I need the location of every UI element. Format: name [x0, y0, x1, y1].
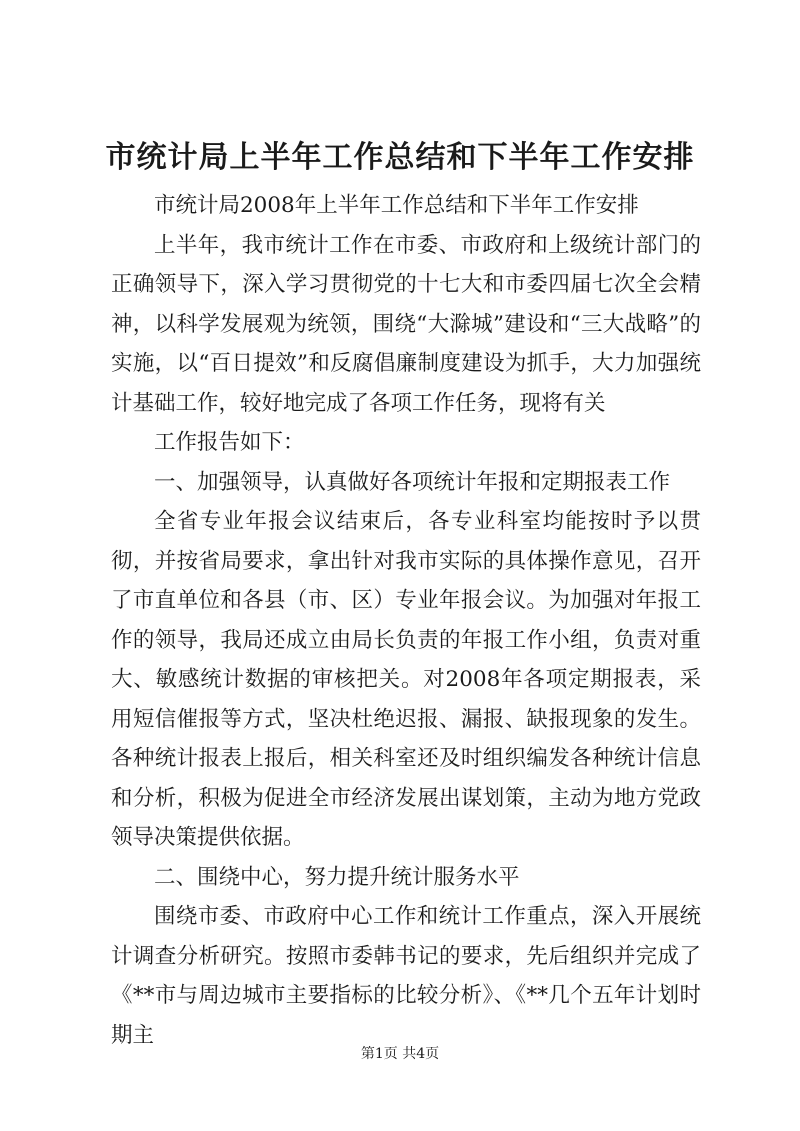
section-heading-1: 一、加强领导，认真做好各项统计年报和定期报表工作 [154, 469, 671, 495]
report-intro-paragraph: 工作报告如下： [154, 430, 305, 455]
subtitle-paragraph: 市统计局2008年上半年工作总结和下半年工作安排 [154, 193, 639, 218]
section-heading-2: 二、围绕中心，努力提升统计服务水平 [154, 864, 520, 890]
document-body [111, 186, 701, 1055]
page-footer: 第1页 共4页 [360, 1046, 440, 1062]
section-2-paragraph: 围绕市委、市政府中心工作和统计工作重点，深入开展统计调查分析研究。按照市委韩书记的要求，先后组织并完成了《**市与周边城市主要指标的比较分析》、《**几个五年计划时期主 [111, 904, 701, 1048]
document-title: 市统计局上半年工作总结和下半年工作安排 [105, 140, 695, 175]
intro-paragraph: 上半年，我市统计工作在市委、市政府和上级统计部门的正确领导下，深入学习贯彻党的十七大和市委四届七次全会精神，以科学发展观为统领，围绕“大滁城”建设和“三大战略”的实施，以“百日提效”和反腐倡廉制度建设为抓手，大力加强统计基础工作，较好地完成了各项工作任务，现将有关 [111, 232, 701, 416]
section-1-paragraph: 全省专业年报会议结束后，各专业科室均能按时予以贯彻，并按省局要求，拿出针对我市实际的具体操作意见，召开了市直单位和各县（市、区）专业年报会议。为加强对年报工作的领导，我局还成立由局长负责的年报工作小组，负责对重大、敏感统计数据的审核把关。对2008年各项定期报表，采用短信催报等方式，坚决杜绝迟报、漏报、缺报现象的发生。各种统计报表上报后，相关科室还及时组织编发各种统计信息和分析，积极为促进全市经济发展出谋划策，主动为地方党政领导决策提供依据。 [111, 509, 701, 850]
